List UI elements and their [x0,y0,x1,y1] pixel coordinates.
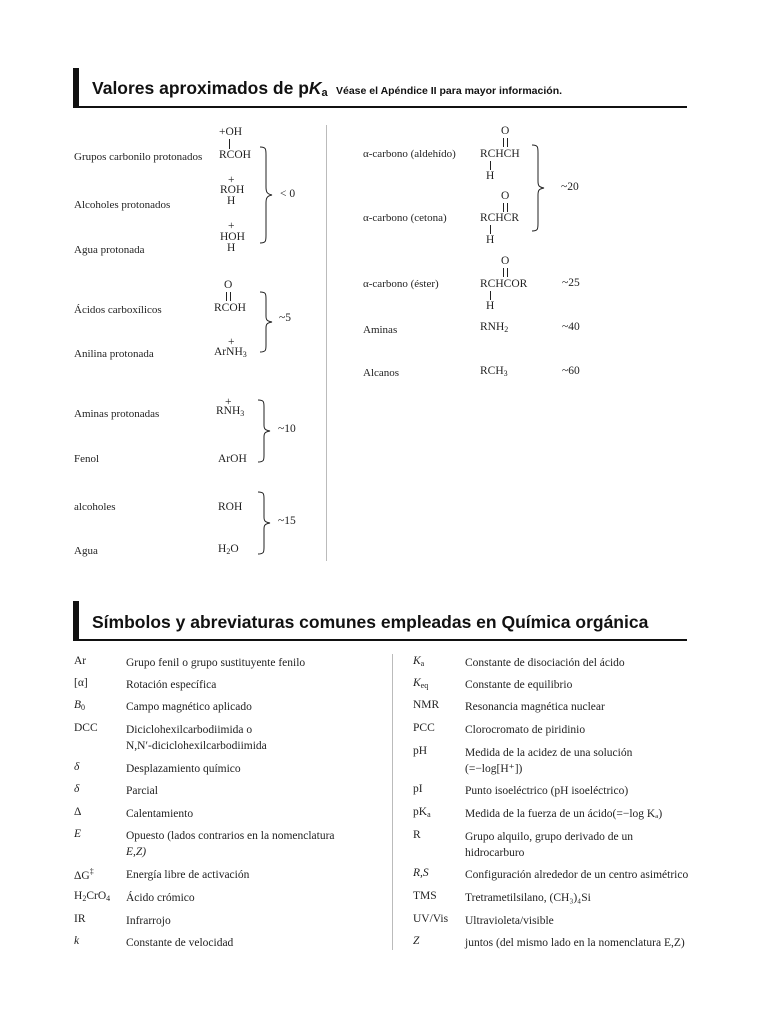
formula: ArNH$_3$ [214,346,247,359]
symbol: δ [74,761,80,773]
symbol-desc: Ultravioleta/visible [465,915,554,927]
formula-h: H [227,195,236,207]
symbol: ΔG‡ [74,867,94,882]
row-label: Anilina protonada [74,348,154,360]
section-title-pka: Valores aproximados de $pK_a$ [92,78,328,99]
symbol-desc: Constante de equilibrio [465,679,573,691]
row-label: α-carbono (éster) [363,278,439,290]
symbol-desc: Configuración alrededor de un centro asimétrico [465,869,689,881]
formula: $RCH_3$ [480,365,508,378]
row-label: Ácidos carboxílicos [74,304,162,316]
formula-top: O [224,279,233,291]
symbol: $K_a$ [413,655,425,668]
symbol: DCC [74,722,98,734]
formula: ROH [220,184,245,196]
formula: RCHCH [480,148,520,160]
symbol: $K_{eq}$ [413,677,429,690]
section-note: Véase el Apéndice II para mayor información. [336,85,563,97]
row-label: Aminas protonadas [74,408,160,420]
symbol: E [74,828,82,840]
pka-value: ~40 [562,321,580,333]
pka-value: < 0 [280,188,296,200]
row-label: Alcoholes protonados [74,199,171,211]
pka-value: ~60 [562,365,580,377]
row-label: Fenol [74,453,100,465]
formula: RCOH [214,302,246,314]
formula: RCHCR [480,212,519,224]
symbol: UV/Vis [413,913,449,925]
symbol-desc: Campo magnético aplicado [126,701,252,713]
symbol-desc: Parcial [126,785,158,797]
charge: + [228,220,235,232]
symbol-desc: Resonancia magnética nuclear [465,701,605,713]
symbol: NMR [413,699,440,711]
row-label: Aminas [363,324,398,336]
formula-h: H [486,170,495,182]
symbol: Ar [74,655,87,667]
symbol: $B_0$ [74,699,86,712]
symbol-desc: Medida de la fuerza de un ácido(=−log Kₐ) [465,808,663,820]
pka-value: ~10 [278,423,296,435]
formula-top: +OH [219,126,243,138]
symbol: pH [413,745,428,757]
formula-h: H [486,234,495,246]
row-label: α-carbono (cetona) [363,212,447,224]
symbol-desc: juntos (del mismo lado en la nomenclatura E,Z) [465,937,685,949]
symbol: [α] [74,677,88,689]
symbol: $pK_a$ [413,806,431,819]
symbol-desc: Calentamiento [126,808,194,820]
symbol-desc: Constante de velocidad [126,937,234,949]
formula: HOH [220,231,245,243]
formula-top: O [501,125,510,137]
formula: $RNH_3$ [216,405,245,418]
formula-h: H [486,300,495,312]
formula: ArOH [218,453,247,465]
symbol-desc: Grupo alquilo, grupo derivado de un hidrocarburo [465,831,633,859]
pka-value: ~5 [279,312,291,324]
symbol-desc: Punto isoeléctrico (pH isoeléctrico) [465,785,629,797]
symbol-desc: Clorocromato de piridinio [465,724,586,736]
row-label: Agua protonada [74,244,145,256]
pka-value: ~15 [278,515,296,527]
row-label: Agua [74,545,98,557]
symbol: R [413,829,421,841]
charge: + [225,396,232,408]
symbol-desc: Tretrametilsilano, (CH₃)₄Si [465,892,591,904]
symbol: $H_2CrO_4$ [74,890,111,903]
symbol: IR [74,913,86,925]
symbol-desc: Desplazamiento químico [126,763,241,775]
formula: RCOH [219,149,251,161]
symbol-desc: Medida de la acidez de una solución (=−log[H⁺]) [465,747,633,775]
symbol: TMS [413,890,437,902]
row-label: Grupos carbonilo protonados [74,151,203,163]
pka-value: ~20 [561,181,579,193]
row-label: α-carbono (aldehído) [363,148,456,160]
formula: $H_2O$ [218,543,239,556]
symbol-desc: Infrarrojo [126,915,171,927]
symbol-desc: Constante de disociación del ácido [465,657,625,669]
symbol: R,S [413,867,429,879]
charge: + [228,336,235,348]
symbol: pI [413,783,423,795]
formula-h: H [227,242,236,254]
pka-value: ~25 [562,277,580,289]
section-title-symbols: Símbolos y abreviaturas comunes empleadas en Química orgánica [92,612,649,632]
symbol-desc: Grupo fenil o grupo sustituyente fenilo [126,657,306,669]
symbols-table-right [413,0,733,1024]
formula: RCHCOR [480,278,528,290]
formula: $RNH_2$ [480,321,509,334]
symbol: PCC [413,722,435,734]
symbol-desc: Diciclohexilcarbodiimida o N,N′-diciclohexilcarbodiimida [126,724,267,752]
formula-top: O [501,190,510,202]
symbols-table-left [74,0,384,1024]
column-divider [392,654,393,950]
symbol-desc: Opuesto (lados contrarios en la nomenclatura E,Z) [126,830,335,858]
charge: + [228,174,235,186]
symbol-desc: Energía libre de activación [126,869,250,881]
symbol: Δ [74,806,82,818]
row-label: Alcanos [363,367,400,379]
symbol-desc: Rotación específica [126,679,217,691]
formula: ROH [218,501,243,513]
symbol: δ [74,783,80,795]
row-label: alcoholes [74,501,116,513]
symbol-desc: Ácido crómico [126,892,195,904]
formula-top: O [501,255,510,267]
symbol: Z [413,935,420,947]
symbol: k [74,935,80,947]
